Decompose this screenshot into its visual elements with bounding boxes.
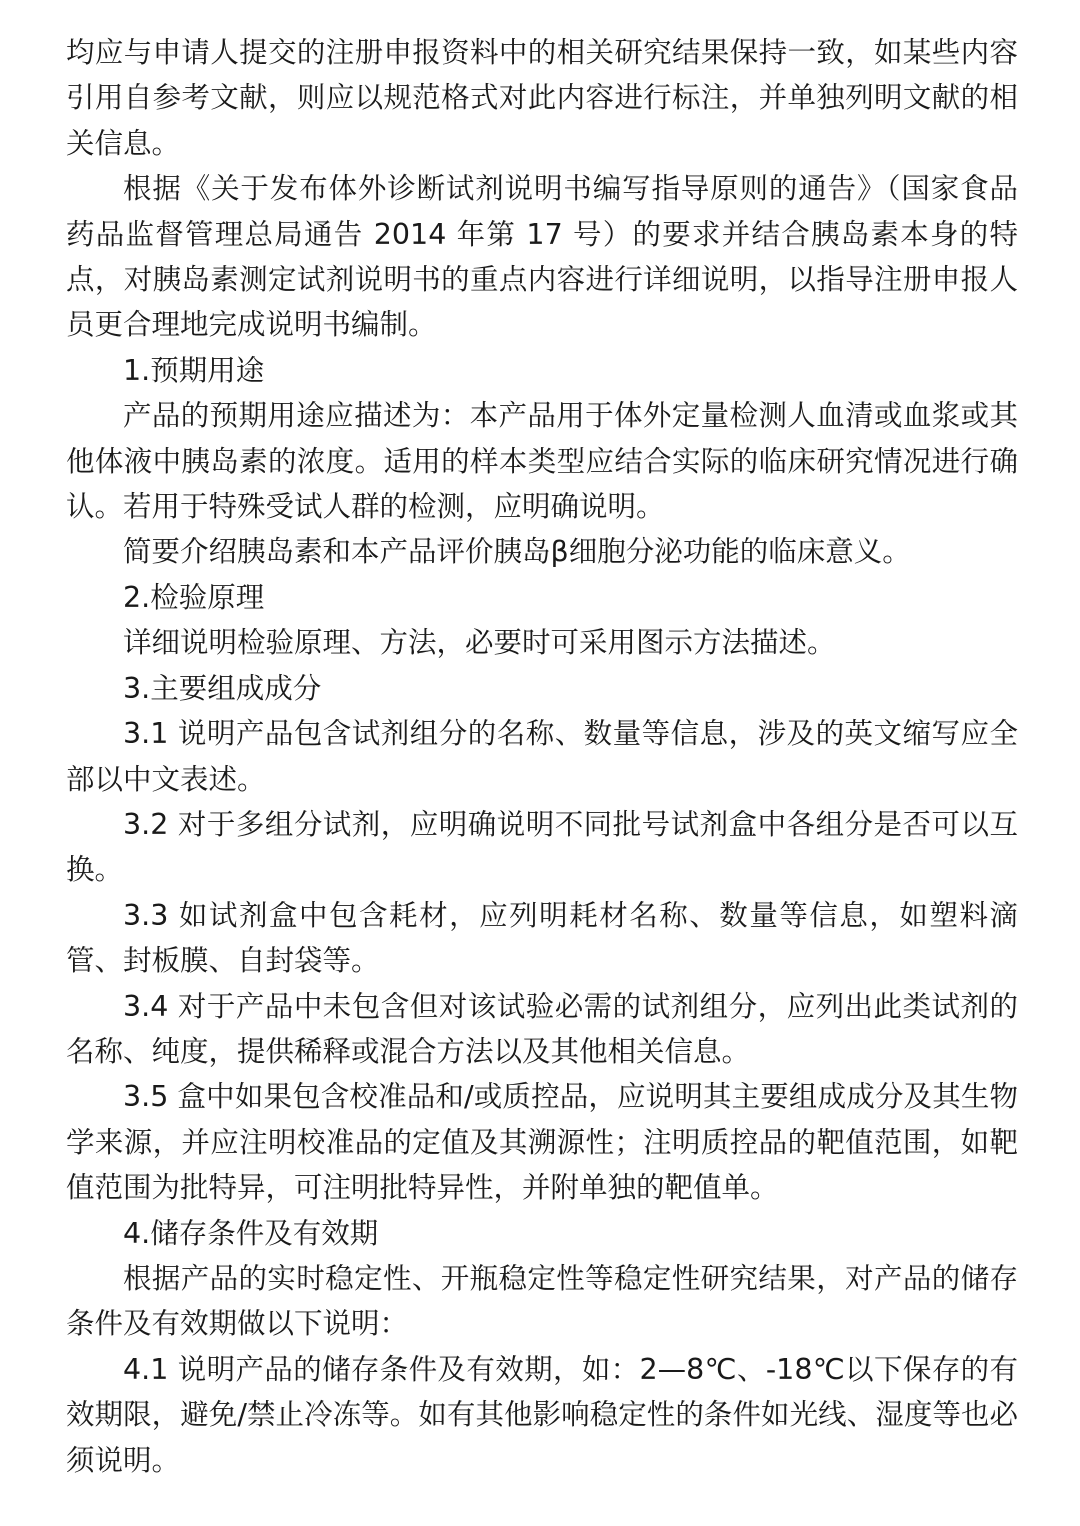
paragraph-3-2: 3.2 对于多组分试剂，应明确说明不同批号试剂盒中各组分是否可以互换。 bbox=[66, 807, 1018, 887]
paragraph-3-5: 3.5 盒中如果包含校准品和/或质控品，应说明其主要组成成分及其生物学来源，并应注明校准品的定值及其溯源性；注明质控品的靶值范围，如靶值范围为批特异，可注明批特异性，并附单独的靶值单。 bbox=[66, 1080, 1018, 1205]
paragraph-3-4: 3.4 对于产品中未包含但对该试验必需的试剂组分，应列出此类试剂的名称、纯度，提供稀释或混合方法以及其他相关信息。 bbox=[66, 989, 1018, 1068]
document-page bbox=[66, 30, 1018, 1483]
paragraph-4-1: 4.1 说明产品的储存条件及有效期，如：2—8℃、-18℃以下保存的有效期限，避免/禁止冷冻等。如有其他影响稳定性的条件如光线、湿度等也必须说明。 bbox=[66, 1352, 1018, 1477]
paragraph-3-1: 3.1 说明产品包含试剂组分的名称、数量等信息，涉及的英文缩写应全部以中文表述。 bbox=[66, 717, 1018, 796]
paragraph-clinical-significance: 简要介绍胰岛素和本产品评价胰岛β细胞分泌功能的临床意义。 bbox=[123, 535, 911, 569]
paragraph-intended-use: 产品的预期用途应描述为：本产品用于体外定量检测人血清或血浆或其他体液中胰岛素的浓度。适用的样本类型应结合实际的临床研究情况进行确认。若用于特殊受试人群的检测，应明确说明。 bbox=[66, 399, 1018, 524]
paragraph-test-principle: 详细说明检验原理、方法，必要时可采用图示方法描述。 bbox=[123, 626, 836, 660]
section-heading-main-components: 3.主要组成成分 bbox=[123, 671, 322, 705]
section-heading-intended-use: 1.预期用途 bbox=[123, 353, 265, 387]
paragraph-storage-intro: 根据产品的实时稳定性、开瓶稳定性等稳定性研究结果，对产品的储存条件及有效期做以下说明： bbox=[66, 1261, 1018, 1341]
paragraph-continuation: 均应与申请人提交的注册申报资料中的相关研究结果保持一致，如某些内容引用自参考文献，则应以规范格式对此内容进行标注，并单独列明文献的相关信息。 bbox=[66, 36, 1018, 160]
paragraph-intro: 根据《关于发布体外诊断试剂说明书编写指导原则的通告》（国家食品药品监督管理总局通告 2014 年第 17 号）的要求并结合胰岛素本身的特点，对胰岛素测定试剂说明书的重点内容进行详细说明，以指导注册申报人员更合理地完成说明书编制。 bbox=[66, 172, 1018, 342]
paragraph-3-3: 3.3 如试剂盒中包含耗材，应列明耗材名称、数量等信息，如塑料滴管、封板膜、自封袋等。 bbox=[66, 898, 1018, 978]
section-heading-storage: 4.储存条件及有效期 bbox=[123, 1216, 379, 1250]
section-heading-test-principle: 2.检验原理 bbox=[123, 580, 265, 614]
